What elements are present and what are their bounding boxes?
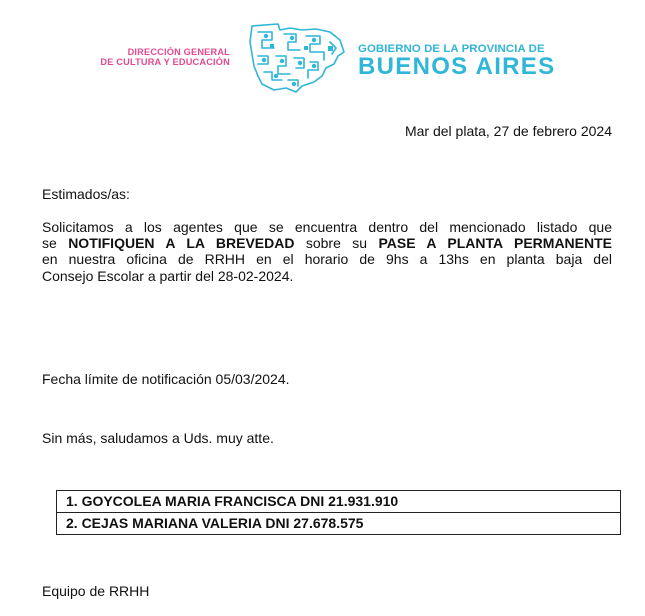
closing-line: Sin más, saludamos a Uds. muy atte. (42, 430, 274, 446)
body-line-2-a: se (42, 235, 69, 252)
greeting: Estimados/as: (42, 186, 130, 202)
institution-line-1: DIRECCIÓN GENERAL (127, 47, 230, 57)
body-line-4: Consejo Escolar a partir del 28-02-2024. (42, 267, 294, 284)
province-map-emblem-icon (244, 20, 348, 94)
agent-row-2: 2. CEJAS MARIANA VALERIA DNI 27.678.575 (57, 512, 620, 534)
body-line-3: en nuestra oficina de RRHH en el horario de 9hs a 13hs en planta baja del (42, 251, 612, 268)
government-name (358, 43, 555, 79)
body-line-2-c: sobre su (294, 235, 379, 252)
agent-row-1: 1. GOYCOLEA MARIA FRANCISCA DNI 21.931.910 (66, 493, 399, 509)
signature: Equipo de RRHH (42, 583, 150, 599)
body-paragraph (42, 219, 612, 284)
deadline-line: Fecha límite de notificación 05/03/2024. (42, 371, 290, 387)
letter-date: Mar del plata, 27 de febrero 2024 (404, 123, 612, 139)
body-line-1: Solicitamos a los agentes que se encuentra dentro del mencionado listado que (42, 219, 612, 235)
government-line-1: GOBIERNO DE LA PROVINCIA DE (358, 43, 545, 55)
letterhead (0, 0, 645, 100)
notify-emphasis: NOTIFIQUEN A LA BREVEDAD (68, 235, 295, 252)
institution-line-2: DE CULTURA Y EDUCACIÓN (100, 57, 230, 67)
government-line-2: BUENOS AIRES (358, 53, 556, 80)
institution-name (40, 47, 230, 67)
agents-list (56, 490, 621, 535)
body-line-2 (42, 235, 612, 251)
permanent-emphasis: PASE A PLANTA PERMANENTE (378, 235, 612, 252)
